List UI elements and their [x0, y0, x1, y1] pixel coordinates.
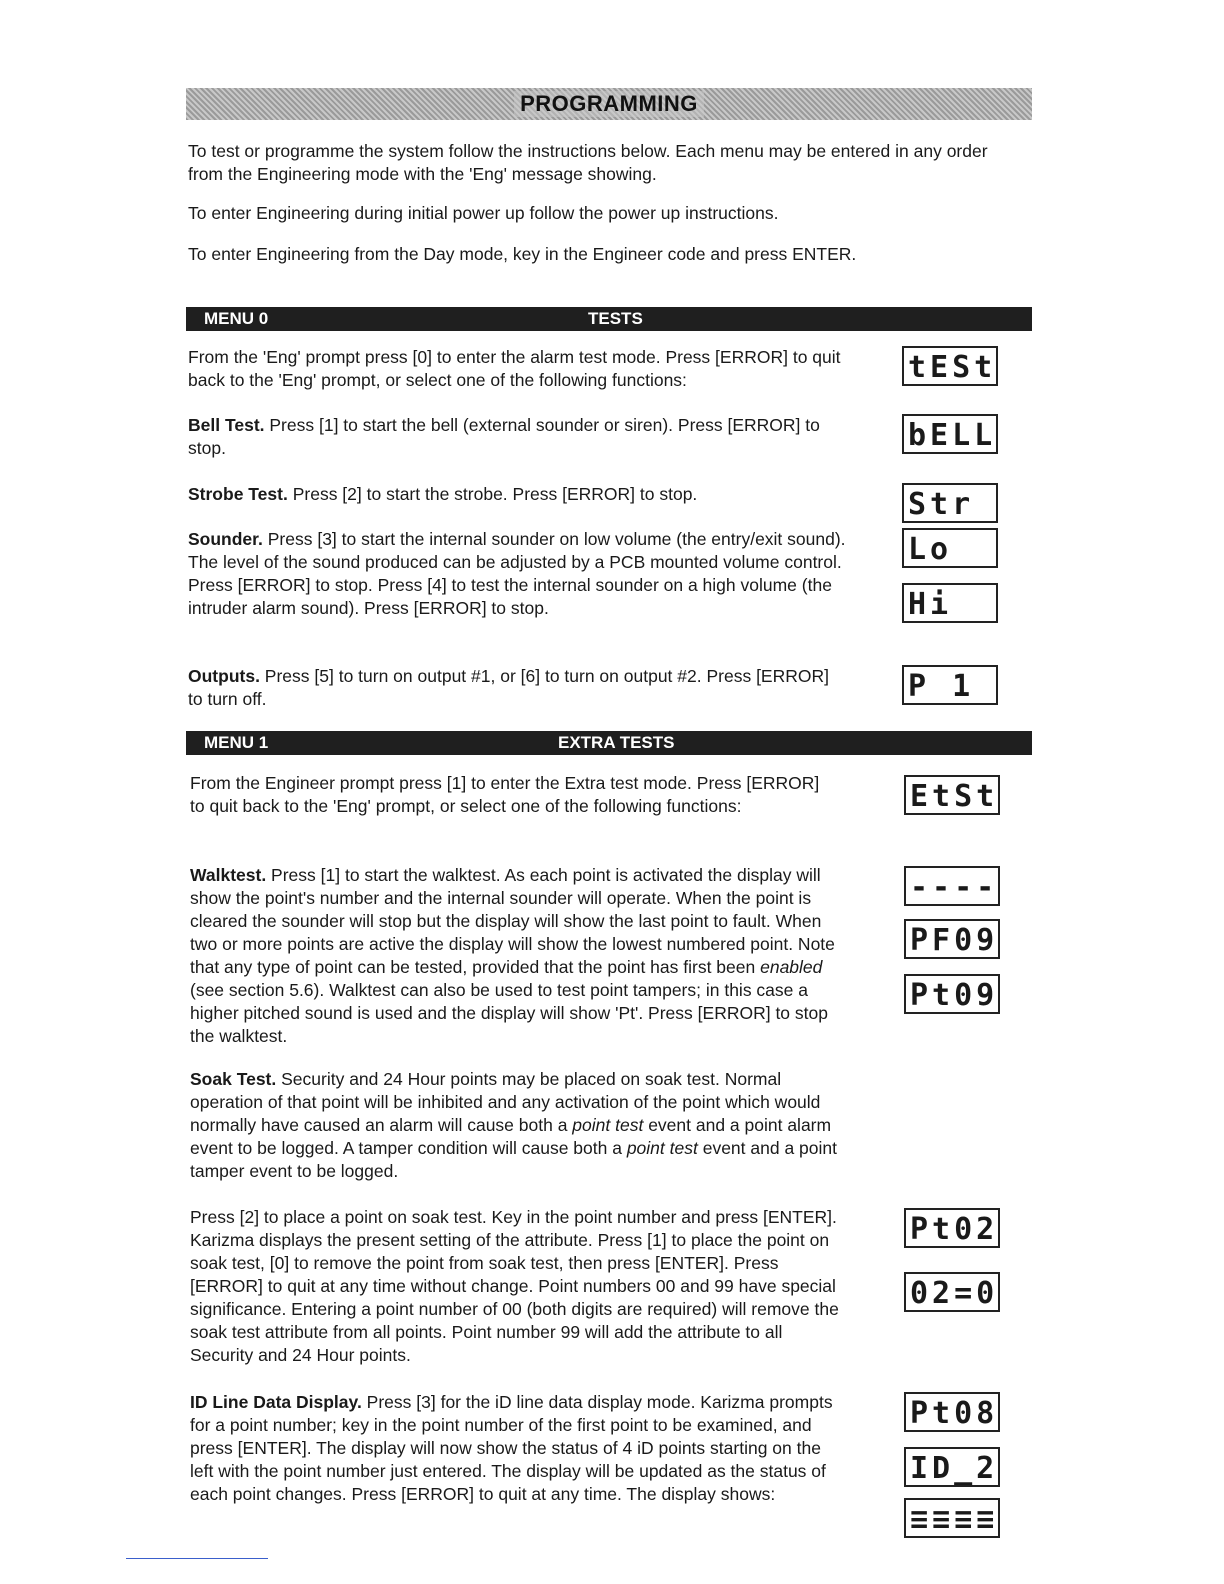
bell-test-heading: Bell Test.: [188, 415, 265, 435]
bell-test-paragraph: [188, 414, 838, 460]
intro-paragraph-1: To test or programme the system follow the instructions below. Each menu may be entered in any order from the Engineering mode with the 'Eng' message showing.: [188, 141, 988, 184]
section-title: PROGRAMMING: [514, 91, 704, 117]
lcd-display-strobe: Str: [902, 483, 998, 523]
lcd-display-equals: ≡≡≡≡: [904, 1498, 1000, 1538]
outputs-paragraph: [188, 665, 848, 711]
menu0-number: MENU 0: [204, 309, 269, 328]
strobe-test-heading: Strobe Test.: [188, 484, 288, 504]
lcd-display-bell: bELL: [902, 414, 998, 454]
lcd-display-point-02: Pt02: [904, 1208, 1000, 1248]
lcd-display-dashes: ----: [904, 866, 1000, 906]
soak-test-emphasis-2: point test: [626, 1138, 698, 1158]
strobe-test-text: Press [2] to start the strobe. Press [ERROR] to stop.: [287, 484, 698, 504]
id-line-paragraph: [190, 1391, 840, 1506]
menu0-title: TESTS: [588, 309, 643, 328]
outputs-heading: Outputs.: [188, 666, 260, 686]
lcd-display-low: Lo: [902, 528, 998, 568]
soak-test-text-2: event and a point alarm event to be logged. A tamper condition will cause both a: [190, 1115, 832, 1158]
soak-test-heading: Soak Test.: [190, 1069, 277, 1089]
sounder-paragraph: [188, 528, 848, 620]
walktest-text-1: Press [1] to start the walktest. As each point is activated the display will show the point's number and the internal sounder will operate. When the point is cleared the sounder will stop but the display will show the last point to fault. When two or more points are active the display will show the lowest numbered point. Note that any type of point can be tested, provided that the point has first been: [190, 865, 835, 977]
menu1-title: EXTRA TESTS: [558, 733, 675, 752]
walktest-paragraph: [190, 864, 840, 1048]
walktest-emphasis: enabled: [760, 957, 823, 977]
bell-test-text: Press [1] to start the bell (external sounder or siren). Press [ERROR] to stop.: [188, 415, 820, 458]
lcd-display-id-status: ID_2: [904, 1447, 1000, 1487]
footnote-divider: [126, 1558, 268, 1559]
walktest-text-2: (see section 5.6). Walktest can also be used to test point tampers; in this case a higher pitched sound is used and the display will show 'Pt'. Press [ERROR] to stop the walktest.: [190, 980, 828, 1046]
lcd-display-point-tamper: Pt09: [904, 974, 1000, 1014]
menu0-intro: From the 'Eng' prompt press [0] to enter the alarm test mode. Press [ERROR] to quit back to the 'Eng' prompt, or select one of the following functions:: [188, 347, 841, 390]
strobe-test-paragraph: [188, 483, 848, 506]
lcd-display-point-fault: PF09: [904, 919, 1000, 959]
intro-paragraph-2: To enter Engineering during initial power up follow the power up instructions.: [188, 203, 779, 223]
lcd-display-extra-test: EtSt: [904, 775, 1000, 815]
soak-test-text-1: Security and 24 Hour points may be placed on soak test. Normal operation of that point will be inhibited and any activation of the point which would normally have caused an alarm will cause both a: [190, 1069, 821, 1135]
lcd-display-attribute: 02=0: [904, 1272, 1000, 1312]
soak-test-instructions: Press [2] to place a point on soak test. Key in the point number and press [ENTER]. Karizma displays the present setting of the attribute. Press [1] to place the point on soak test, [0] to remove the point from soak test, then press [ENTER]. Press [ERROR] to quit at any time without change. Point numbers 00 and 99 have special significance. Entering a point number of 00 (both digits are required) will remove the soak test attribute from all points. Point number 99 will add the attribute to all Security and 24 Hour points.: [190, 1207, 839, 1365]
sounder-heading: Sounder.: [188, 529, 263, 549]
id-line-text: Press [3] for the iD line data display mode. Karizma prompts for a point number; key in the point number of the first point to be examined, and press [ENTER]. The display will now show the status of 4 iD points starting on the left with the point number just entered. The display will be updated as the status of each point changes. Press [ERROR] to quit at any time. The display shows:: [190, 1392, 833, 1504]
menu1-number: MENU 1: [204, 733, 269, 752]
intro-paragraph-3: To enter Engineering from the Day mode, key in the Engineer code and press ENTER.: [188, 244, 857, 264]
lcd-display-output: P 1: [902, 665, 998, 705]
lcd-display-test: tESt: [902, 346, 998, 386]
sounder-text: Press [3] to start the internal sounder on low volume (the entry/exit sound). The level of the sound produced can be adjusted by a PCB mounted volume control. Press [ERROR] to stop. Press [4] to test the internal sounder on a high volume (the intruder alarm sound). Press [ERROR] to stop.: [188, 529, 846, 618]
walktest-heading: Walktest.: [190, 865, 267, 885]
soak-test-text-3: event and a point tamper event to be logged.: [190, 1138, 837, 1181]
id-line-heading: ID Line Data Display.: [190, 1392, 362, 1412]
soak-test-paragraph: [190, 1068, 840, 1183]
menu1-intro: From the Engineer prompt press [1] to enter the Extra test mode. Press [ERROR] to quit back to the 'Eng' prompt, or select one of the following functions:: [190, 773, 820, 816]
lcd-display-high: Hi: [902, 583, 998, 623]
outputs-text: Press [5] to turn on output #1, or [6] to turn on output #2. Press [ERROR] to turn off.: [188, 666, 829, 709]
menu0-header-bar: [186, 307, 1032, 331]
section-banner: [186, 88, 1032, 120]
menu1-header-bar: [186, 731, 1032, 755]
lcd-display-point-08: Pt08: [904, 1392, 1000, 1432]
soak-test-emphasis-1: point test: [572, 1115, 644, 1135]
